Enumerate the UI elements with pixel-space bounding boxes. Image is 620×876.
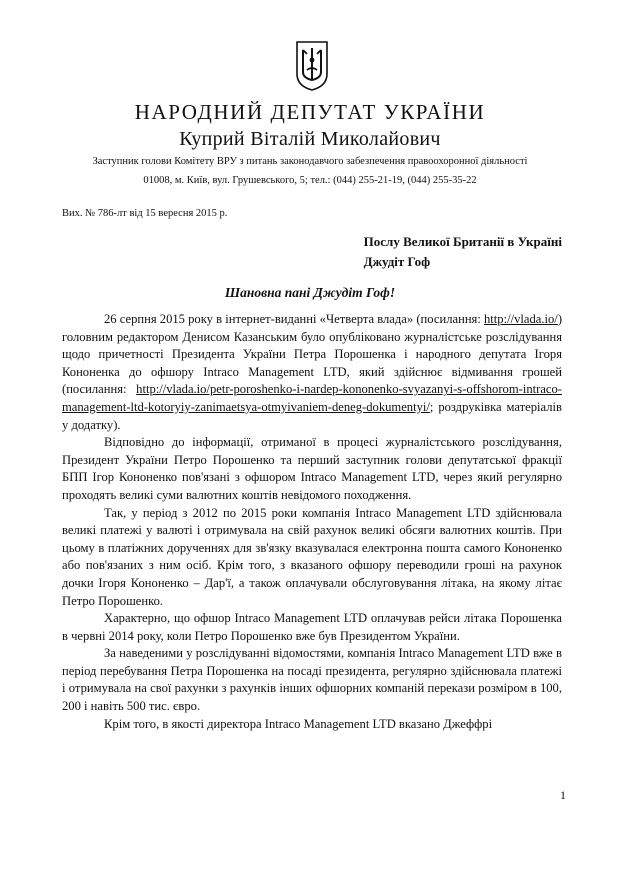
source-link-long[interactable]: http://vlada.io/petr-poroshenko-i-nardep-kononenko-svyazanyi-s-offshorom-intraco-management-ltd-kotoryiy-zanimaetsya-otmyivaniem-deneg-dokumentyi/: [62, 382, 562, 414]
paragraph-5: За наведеними у розслідуванні відомостями, компанія Intraco Management LTD вже в період перебування Петра Порошенка на посаді президента, регулярно здійснювала платежі і отримувала на свої рахунки з рахунків інших офшорних компаній перекази розміром в 100, 200 і навіть 500 тис. євро.: [62, 646, 562, 714]
addressee-line-1: Послу Великої Британії в Україні: [363, 234, 562, 249]
salutation: Шановна пані Джудіт Гоф!: [224, 285, 396, 300]
addressee-line-2: Джудіт Гоф: [363, 254, 431, 269]
page-number: 1: [560, 788, 566, 802]
paragraph-1-text-a: 26 серпня 2015 року в інтернет-виданні «Четверта влада» (посилання:: [104, 312, 484, 326]
paragraph-6: Крім того, в якості директора Intraco Management LTD вказано Джеффрі: [104, 716, 493, 731]
outgoing-number: Вих. № 786-лт від 15 вересня 2015 р.: [62, 208, 228, 219]
paragraph-1-text-c: ; роздруківка матеріалів у додатку).: [62, 399, 562, 432]
source-link-short[interactable]: http://vlada.io/: [484, 312, 558, 326]
trident-coat-of-arms-icon: [295, 40, 329, 92]
letterhead-name: Куприй Віталій Миколайович: [179, 128, 441, 150]
letterhead-title: НАРОДНИЙ ДЕПУТАТ УКРАЇНИ: [134, 100, 486, 124]
paragraph-1-text-b: ) головним редактором Денисом Казанським було опубліковано журналістське розслідування щодо причетності Президента України Петра Порошенка і народного депутата Ігоря Кононенка до офшору Intraco Management LTD, який здійснює відмивання грошей (посилання:: [62, 312, 563, 397]
paragraph-4: Характерно, що офшор Intraco Management LTD оплачував рейси літака Порошенка в червні 2014 року, коли Петро Порошенко вже був Президентом України.: [62, 611, 562, 643]
addressee-block: [364, 232, 562, 272]
paragraph-2: Відповідно до інформації, отриманої в процесі журналістського розслідування, Президент України Петро Порошенко та перший заступник голови депутатської фракції БПП Ігор Кононенко пов'язані з офшором Intraco Management LTD, через який регулярно проходять великі суми валютних коштів невідомого походження.: [62, 435, 562, 502]
paragraph-1: [62, 311, 562, 434]
letterhead-position: Заступник голови Комітету ВРУ з питань законодавчого забезпечення правоохоронної діяльності: [92, 156, 528, 167]
letterhead-address: 01008, м. Київ, вул. Грушевського, 5; тел.: (044) 255-21-19, (044) 255-35-22: [143, 175, 477, 186]
letter-body: [62, 311, 562, 733]
paragraph-3: Так, у період з 2012 по 2015 роки компанія Intraco Management LTD здійснювала великі платежі у валюті і отримувала на свій рахунок великі обсяги валютних коштів. При цьому в платіжних дорученнях для зв'язку вказувалася електронна пошта самого Кононенко або пов'язаних з ним осіб. Крім того, з вказаного офшору переводили гроші на рахунок дочки Ігоря Кононенко – Дар'ї, а також оплачували обслуговування літака, на якому літає Петро Порошенко.: [62, 505, 562, 608]
